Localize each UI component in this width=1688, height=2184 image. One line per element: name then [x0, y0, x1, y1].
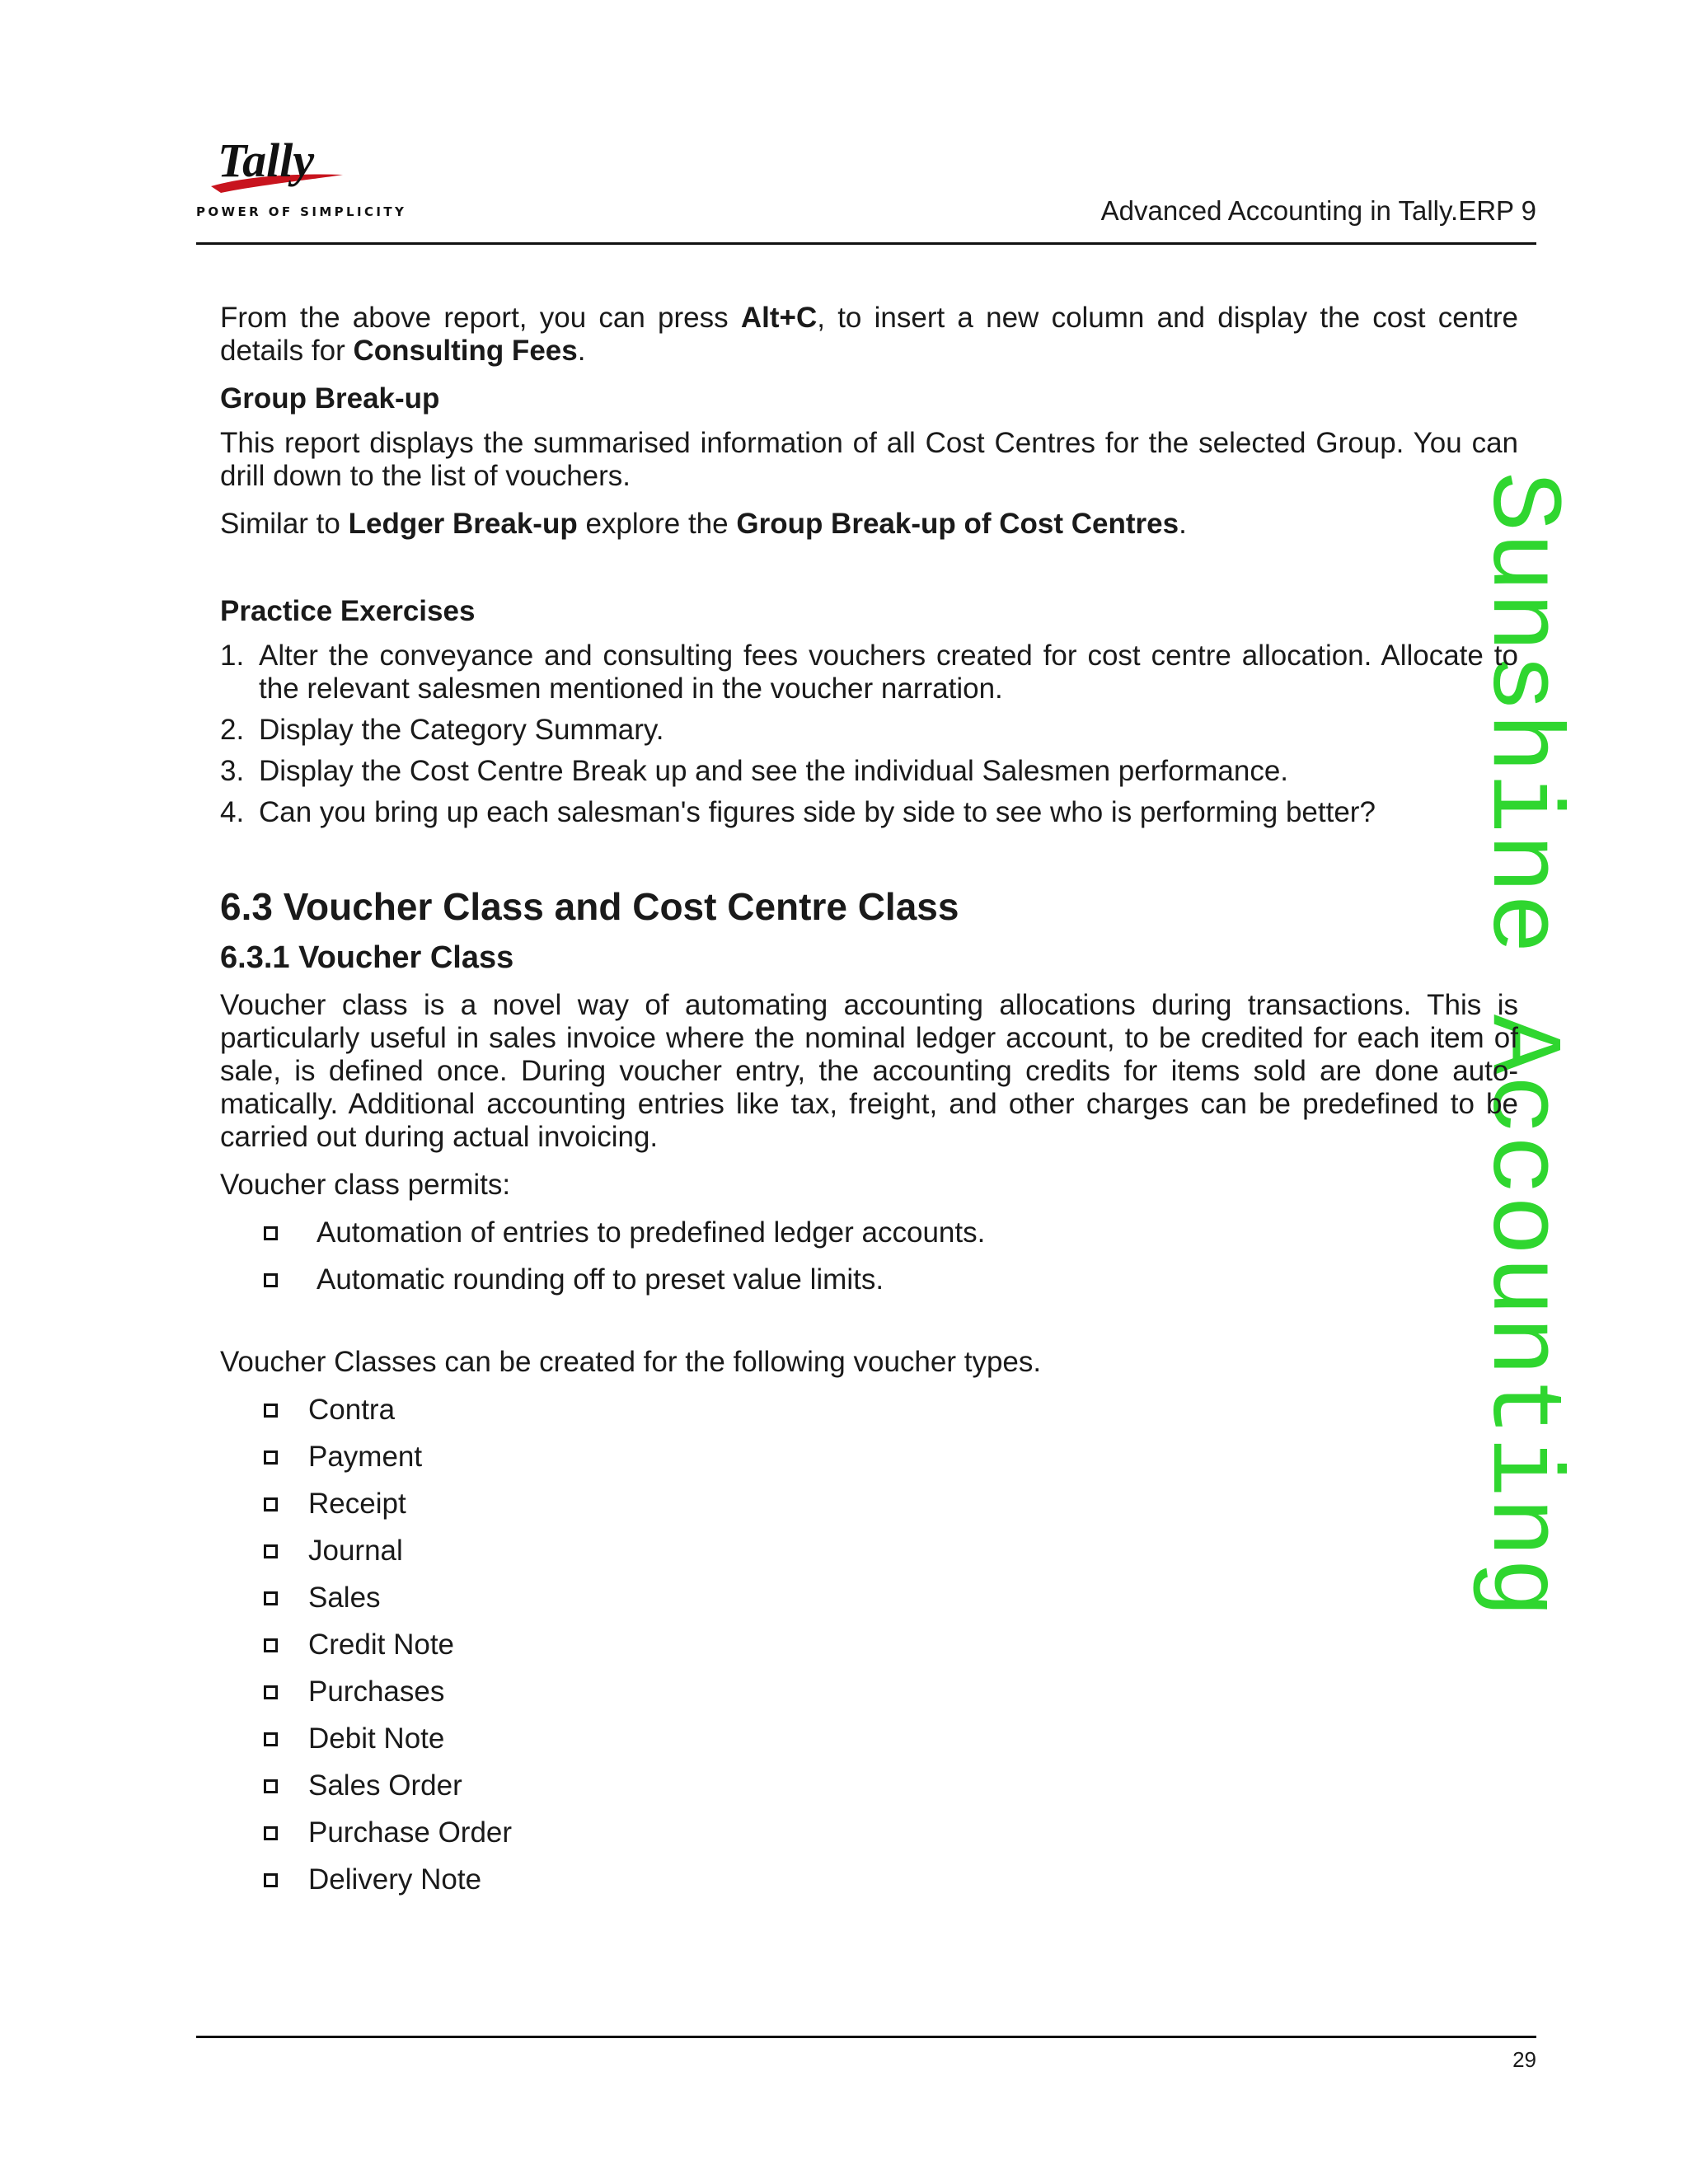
consulting-fees-term: Consulting Fees: [353, 335, 578, 367]
list-item: [220, 1769, 1518, 1802]
item-text: Automatic rounding off to preset value limits.: [316, 1263, 884, 1296]
group-breakup-similar: [220, 508, 1518, 541]
list-item: [220, 1863, 1518, 1896]
intro-end: .: [577, 335, 586, 367]
item-text: Credit Note: [308, 1629, 455, 1661]
item-text: Can you bring up each salesman's figures side by side to see who is performing better?: [259, 796, 1376, 828]
group-breakup-paragraph: This report displays the summarised information of all Cost Centres for the selected Group. You can drill down to the list of vouchers.: [220, 427, 1518, 492]
ledger-breakup-term: Ledger Break-up: [348, 508, 578, 540]
list-item: [220, 1394, 1518, 1427]
permits-intro: Voucher class permits:: [220, 1169, 511, 1201]
square-bullet-icon: [264, 1544, 278, 1558]
list-item: [220, 755, 1518, 788]
list-item: [220, 640, 1518, 705]
voucher-types-intro: Voucher Classes can be created for the following voucher types.: [220, 1346, 1042, 1378]
practice-exercises-list: [220, 640, 1518, 829]
item-text: Debit Note: [308, 1722, 445, 1755]
section-title: 6.3 Voucher Class and Cost Centre Class: [220, 885, 959, 928]
intro-text: From the above report, you can press: [220, 302, 741, 334]
list-item: [220, 1582, 1518, 1615]
square-bullet-icon: [264, 1273, 278, 1287]
item-text: Receipt: [308, 1488, 406, 1520]
shortcut-altc: Alt+C: [740, 302, 818, 334]
tally-logo-mark: [196, 132, 353, 198]
square-bullet-icon: [264, 1451, 278, 1465]
voucher-types-list: [220, 1394, 1518, 1896]
square-bullet-icon: [264, 1638, 278, 1652]
square-bullet-icon: [264, 1497, 278, 1511]
voucher-class-paragraph: Voucher class is a novel way of automating accounting allocations during transactions. This is particularly useful in sales invoice where the nominal ledger account, to be credited for each item of sale, is defined once. During voucher entry, the accounting credits for items sold are done auto-matically. Additional accounting entries like tax, freight, and other charges can be predefined to be carried out during actual invoicing.: [220, 989, 1518, 1153]
item-text: Sales: [308, 1582, 381, 1614]
item-text: Journal: [308, 1535, 403, 1567]
list-item: [220, 1722, 1518, 1755]
square-bullet-icon: [264, 1779, 278, 1793]
group-breakup-heading: Group Break-up: [220, 382, 440, 415]
list-item: [220, 1816, 1518, 1849]
permits-list: [220, 1216, 1518, 1296]
item-text: Automation of entries to predefined ledger accounts.: [316, 1216, 986, 1249]
similar-end: .: [1179, 508, 1187, 540]
logo-tagline: POWER OF SIMPLICITY: [196, 204, 407, 219]
square-bullet-icon: [264, 1732, 278, 1746]
page-number: 29: [1512, 2047, 1536, 2072]
list-item: [220, 1535, 1518, 1568]
square-bullet-icon: [264, 1591, 278, 1605]
square-bullet-icon: [264, 1826, 278, 1840]
list-item: [220, 1675, 1518, 1708]
item-number: 3.: [220, 755, 245, 787]
item-text: Delivery Note: [308, 1863, 482, 1896]
list-item: [220, 796, 1518, 829]
list-item: [220, 1488, 1518, 1521]
intro-paragraph: [220, 302, 1518, 368]
item-number: 4.: [220, 796, 245, 828]
square-bullet-icon: [264, 1873, 278, 1887]
item-text: Purchase Order: [308, 1816, 513, 1849]
group-breakup-term: Group Break-up of Cost Centres: [736, 508, 1179, 540]
subsection-title: 6.3.1 Voucher Class: [220, 940, 514, 975]
logo-wordmark: Tally: [218, 134, 315, 187]
square-bullet-icon: [264, 1685, 278, 1699]
list-item: [220, 1629, 1518, 1661]
item-text: Alter the conveyance and consulting fees vouchers created for cost centre allocation. Allocate to the relevant salesmen mentioned in the voucher narration.: [259, 640, 1518, 705]
item-text: Display the Cost Centre Break up and see the individual Salesmen performance.: [259, 755, 1289, 787]
list-item: [220, 714, 1518, 747]
watermark: Sunshine Accounting: [1464, 471, 1578, 1619]
item-text: Purchases: [308, 1675, 445, 1708]
item-text: Payment: [308, 1441, 423, 1473]
tally-logo: [196, 132, 410, 223]
header-divider: [196, 242, 1536, 245]
list-item: [220, 1216, 1518, 1249]
item-number: 1.: [220, 640, 245, 672]
item-text: Display the Category Summary.: [259, 714, 664, 746]
item-number: 2.: [220, 714, 245, 746]
item-text: Sales Order: [308, 1769, 462, 1802]
list-item: [220, 1441, 1518, 1474]
similar-text: Similar to: [220, 508, 349, 540]
practice-exercises-heading: Practice Exercises: [220, 595, 476, 627]
main-content: [220, 302, 1518, 1910]
square-bullet-icon: [264, 1226, 278, 1240]
square-bullet-icon: [264, 1404, 278, 1418]
footer-divider: [196, 2036, 1536, 2038]
list-item: [220, 1263, 1518, 1296]
header-title: Advanced Accounting in Tally.ERP 9: [1100, 195, 1536, 226]
item-text: Contra: [308, 1394, 396, 1426]
similar-mid: explore the: [577, 508, 737, 540]
intro-text-2: , to insert a new column and display the cost centre details for: [220, 302, 1518, 367]
